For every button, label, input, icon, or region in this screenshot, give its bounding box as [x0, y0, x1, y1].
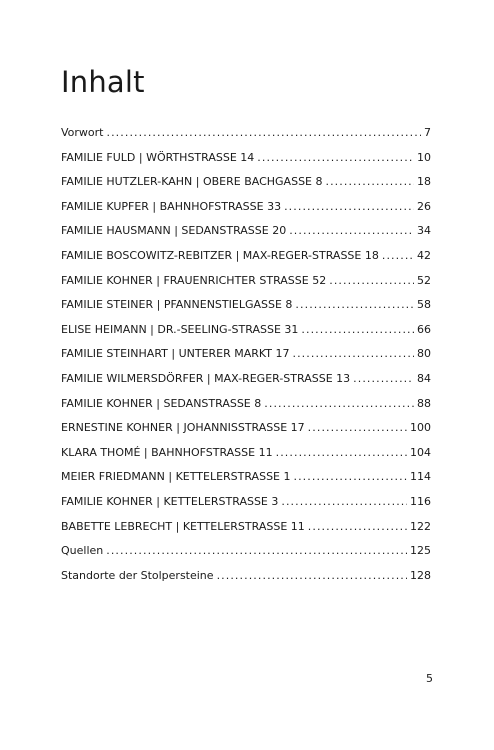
toc-entry-label: BABETTE LEBRECHT | KETTELERSTRASSE 11	[61, 519, 305, 533]
toc-entry[interactable]	[61, 249, 431, 274]
toc-entry-label: FAMILIE KOHNER | KETTELERSTRASSE 3	[61, 494, 279, 508]
toc-entry-page: 52	[417, 273, 431, 287]
toc-entry-page: 84	[417, 371, 431, 385]
toc-dot-leader	[353, 372, 414, 385]
toc-dot-leader	[107, 126, 422, 139]
toc-entry[interactable]	[61, 151, 431, 176]
toc-dot-leader	[217, 569, 407, 582]
toc-entry[interactable]	[61, 126, 431, 151]
toc-dot-leader	[326, 175, 415, 188]
toc-entry-page: 10	[417, 150, 431, 164]
toc-entry-page: 42	[417, 248, 431, 262]
toc-dot-leader	[289, 224, 414, 237]
toc-dot-leader	[264, 397, 414, 410]
toc-entry-page: 66	[417, 322, 431, 336]
toc-entry[interactable]	[61, 372, 431, 397]
toc-entry-label: Quellen	[61, 544, 104, 558]
toc-entry-page: 7	[424, 126, 431, 139]
toc-entry[interactable]	[61, 520, 431, 545]
toc-entry-page: 116	[410, 494, 431, 508]
toc-entry-label: FAMILIE KOHNER | SEDANSTRASSE 8	[61, 396, 262, 410]
toc-entry-label: FAMILIE WILMERSDÖRFER | MAX-REGER-STRASSE 13	[61, 371, 351, 385]
toc-entry-page: 100	[410, 421, 431, 435]
toc-entry-page: 88	[417, 396, 431, 410]
toc-dot-leader	[308, 421, 407, 434]
toc-entry-page: 34	[417, 224, 431, 238]
page-number: 5	[426, 672, 433, 685]
toc-entry-label: FAMILIE STEINER | PFANNENSTIELGASSE 8	[61, 298, 293, 312]
toc-entry-page: 58	[417, 298, 431, 312]
toc-entry-label: FAMILIE STEINHART | UNTERER MARKT 17	[61, 347, 290, 361]
toc-dot-leader	[281, 495, 407, 508]
toc-entry[interactable]	[61, 274, 431, 299]
toc-dot-leader	[308, 520, 407, 533]
toc-entry-label: Standorte der Stolpersteine	[61, 568, 214, 582]
toc-dot-leader	[284, 200, 414, 213]
toc-entry-label: FAMILIE HAUSMANN | SEDANSTRASSE 20	[61, 224, 287, 238]
toc-entry-label: FAMILIE KOHNER | FRAUENRICHTER STRASSE 52	[61, 273, 327, 287]
toc-entry-label: MEIER FRIEDMANN | KETTELERSTRASSE 1	[61, 470, 291, 484]
toc-entry[interactable]	[61, 470, 431, 495]
toc-dot-leader	[382, 249, 414, 262]
toc-entry[interactable]	[61, 397, 431, 422]
toc-entry[interactable]	[61, 175, 431, 200]
toc-entry-page: 114	[410, 470, 431, 484]
toc-entry[interactable]	[61, 347, 431, 372]
toc-entry-page: 80	[417, 347, 431, 361]
toc-entry-label: FAMILIE BOSCOWITZ-REBITZER | MAX-REGER-STRASSE 18	[61, 248, 379, 262]
toc-entry[interactable]	[61, 200, 431, 225]
toc-entry[interactable]	[61, 569, 431, 594]
toc-entry-label: ELISE HEIMANN | DR.-SEELING-STRASSE 31	[61, 322, 299, 336]
toc-entry[interactable]	[61, 224, 431, 249]
table-of-contents	[61, 126, 431, 593]
toc-entry-label: FAMILIE HUTZLER-KAHN | OBERE BACHGASSE 8	[61, 175, 323, 189]
toc-entry-page: 104	[410, 445, 431, 459]
toc-entry-label: KLARA THOMÉ | BAHNHOFSTRASSE 11	[61, 445, 273, 459]
toc-entry[interactable]	[61, 446, 431, 471]
toc-dot-leader	[276, 446, 407, 459]
toc-entry[interactable]	[61, 323, 431, 348]
toc-dot-leader	[106, 544, 407, 557]
toc-dot-leader	[295, 298, 414, 311]
toc-entry-page: 122	[410, 519, 431, 533]
toc-entry-label: FAMILIE FULD | WÖRTHSTRASSE 14	[61, 150, 255, 164]
toc-entry-page: 128	[410, 568, 431, 582]
toc-entry-label: FAMILIE KUPFER | BAHNHOFSTRASSE 33	[61, 199, 282, 213]
toc-dot-leader	[257, 151, 414, 164]
toc-dot-leader	[329, 274, 414, 287]
toc-dot-leader	[293, 347, 415, 360]
toc-dot-leader	[294, 470, 408, 483]
toc-entry-page: 125	[410, 544, 431, 558]
toc-entry-label: ERNESTINE KOHNER | JOHANNISSTRASSE 17	[61, 421, 305, 435]
toc-entry[interactable]	[61, 495, 431, 520]
toc-entry-page: 26	[417, 199, 431, 213]
toc-dot-leader	[301, 323, 414, 336]
toc-entry-label: Vorwort	[61, 126, 104, 139]
page-title: Inhalt	[61, 65, 145, 99]
toc-entry[interactable]	[61, 421, 431, 446]
toc-entry[interactable]	[61, 298, 431, 323]
toc-entry-page: 18	[417, 175, 431, 189]
toc-entry[interactable]	[61, 544, 431, 569]
